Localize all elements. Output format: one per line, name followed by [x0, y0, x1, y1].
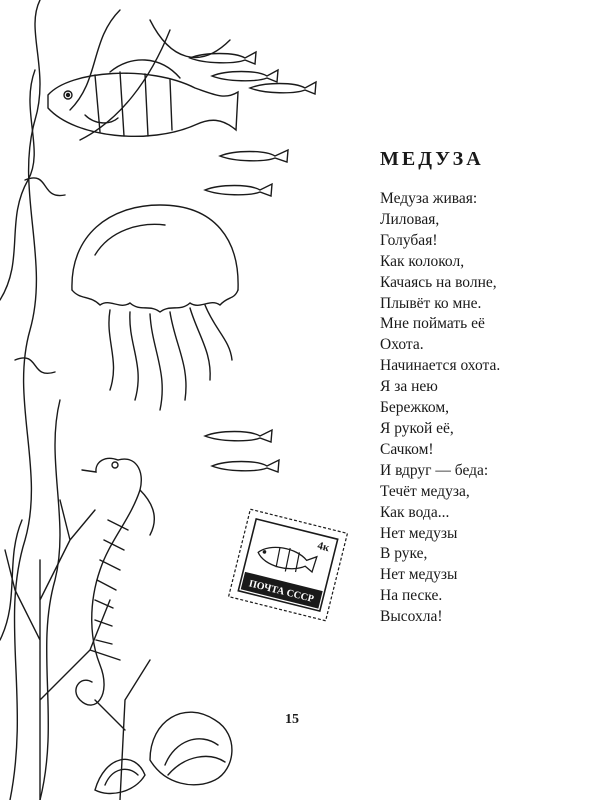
page-number: 15 — [285, 712, 299, 727]
poem-line: Лиловая, — [380, 210, 440, 228]
poem-line: Высохла! — [380, 608, 443, 626]
poem-title: МЕДУЗА — [380, 148, 484, 170]
seahorse — [76, 458, 154, 705]
poem-line: Нет медузы — [380, 524, 458, 542]
poem-line: Нет медузы — [380, 566, 458, 584]
poem-line: Я за нею — [380, 378, 438, 396]
poem-line: Начинается охота. — [380, 357, 501, 375]
poem-line: Голубая! — [380, 231, 438, 249]
poem-line: Мне поймать её — [380, 315, 485, 333]
poem-line: Качаясь на волне, — [380, 273, 497, 291]
poem-line: На песке. — [380, 587, 443, 605]
poem — [380, 148, 600, 628]
poem-line: Я рукой её, — [380, 419, 454, 437]
poem-line: Сачком! — [380, 440, 434, 458]
poem-line: Бережком, — [380, 399, 450, 417]
stamp-label: ПОЧТА СССР — [247, 578, 315, 606]
poem-line: И вдруг — беда: — [380, 461, 489, 479]
poem-line: Как колокол, — [380, 252, 465, 270]
stamp-denomination: 4к — [316, 539, 331, 555]
seashells — [95, 712, 232, 793]
small-fish-school — [190, 52, 316, 472]
poem-line: Плывёт ко мне. — [380, 294, 482, 312]
poem-line: Охота. — [380, 336, 424, 354]
perch-fish — [48, 60, 238, 136]
postage-stamp — [229, 509, 348, 621]
coral — [5, 500, 150, 800]
poem-line: Медуза живая: — [380, 190, 478, 207]
jellyfish — [72, 205, 238, 410]
poem-line: Течёт медуза, — [380, 482, 470, 500]
poem-lines — [380, 189, 600, 628]
poem-line: В руке, — [380, 545, 428, 563]
poem-line: Как вода... — [380, 503, 450, 521]
